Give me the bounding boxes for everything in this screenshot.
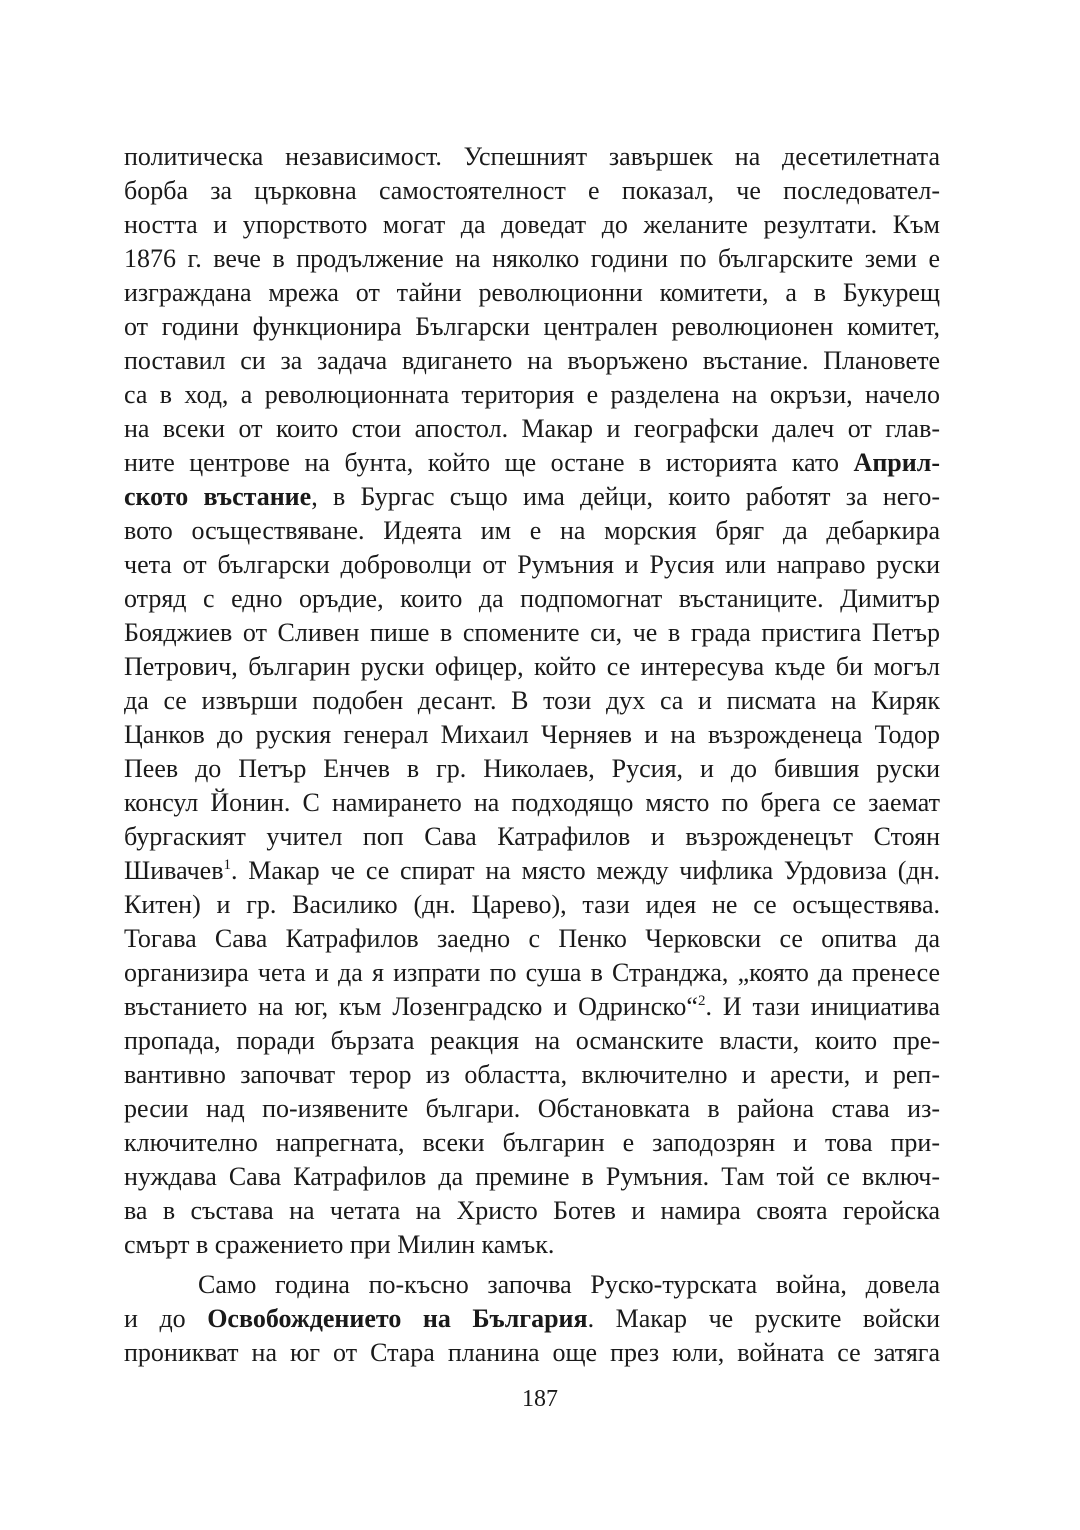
text-segment: от години функционира Български централен революционен комитет, (124, 312, 940, 341)
text-segment: Цанков до руския генерал Михаил Черняев и на възрожденеца Тодор (124, 720, 940, 749)
text-segment: смърт в сражението при Милин камък. (124, 1230, 555, 1259)
text-line (124, 480, 940, 514)
text-line (124, 922, 940, 956)
text-segment: Китен) и гр. Василико (дн. Царево), тази идея не се осъществява. (124, 890, 940, 919)
text-line (124, 956, 940, 990)
body-text (124, 140, 940, 1370)
text-segment: Само година по-късно започва Руско-турската война, довела (198, 1270, 940, 1299)
text-line (124, 514, 940, 548)
text-line (124, 820, 940, 854)
text-line (124, 140, 940, 174)
text-segment: пропада, поради бързата реакция на османските власти, които пре- (124, 1026, 940, 1055)
footnote-marker: 2 (697, 993, 706, 1009)
text-segment: 1876 г. вече в продължение на няколко години по българските земи е (124, 244, 940, 273)
text-line (124, 242, 940, 276)
text-line (124, 1228, 940, 1262)
text-segment: на всеки от които стои апостол. Макар и географски далеч от глав- (124, 414, 940, 443)
text-segment: политическа независимост. Успешният завършек на десетилетната (124, 142, 940, 171)
text-line (124, 650, 940, 684)
text-segment: проникват на юг от Стара планина още през юли, войната се затяга (124, 1338, 940, 1367)
text-line (124, 412, 940, 446)
paragraph (124, 1268, 940, 1370)
text-segment: изграждана мрежа от тайни революционни комитети, а в Букурещ (124, 278, 940, 307)
text-line (124, 344, 940, 378)
text-segment: въстанието на юг, към Лозенградско и Одринско“ (124, 992, 698, 1021)
text-line (124, 1160, 940, 1194)
bold-term: ското въстание (124, 482, 312, 511)
text-line (124, 616, 940, 650)
text-segment: организира чета и да я изпрати по суша в Странджа, „която да пренесе (124, 958, 940, 987)
text-segment: бургаският учител поп Сава Катрафилов и възрожденецът Стоян (124, 822, 940, 851)
text-line (124, 990, 940, 1024)
text-line (124, 1194, 940, 1228)
text-segment: Шивачев (124, 856, 224, 885)
text-segment: Петрович, българин руски офицер, който се интересува къде би могъл (124, 652, 940, 681)
text-segment: Пеев до Петър Енчев в гр. Николаев, Русия, и до бившия руски (124, 754, 940, 783)
text-line (124, 888, 940, 922)
text-segment: поставил си за задача вдигането на въоръжено въстание. Плановете (124, 346, 940, 375)
text-segment: и до (124, 1304, 208, 1333)
text-segment: вантивно започват терор из областта, включително и арести, и реп- (124, 1060, 940, 1089)
text-segment: борба за църковна самостоятелност е показал, че последовател- (124, 176, 940, 205)
text-line (124, 1024, 940, 1058)
text-segment: ността и упорството могат да доведат до желаните резултати. Към (124, 210, 940, 239)
paragraph (124, 140, 940, 1262)
text-line (124, 446, 940, 480)
text-line (124, 1302, 940, 1336)
text-segment: отряд с едно оръдие, които да подпомогнат въстаниците. Димитър (124, 584, 940, 613)
text-segment: ните центрове на бунта, който ще остане в историята като (124, 448, 854, 477)
footnote-marker: 1 (223, 857, 231, 873)
text-line (124, 1268, 940, 1302)
text-line (124, 1092, 940, 1126)
text-segment: ресии над по-изявените българи. Обстановката в района става из- (124, 1094, 940, 1123)
bold-term: Освобождението на България (207, 1304, 588, 1333)
text-line (124, 1058, 940, 1092)
text-line (124, 174, 940, 208)
text-segment: . И тази инициатива (705, 992, 940, 1021)
text-segment: чета от български доброволци от Румъния и Русия или направо руски (124, 550, 940, 579)
text-segment: . Макар че руските войски (587, 1304, 940, 1333)
text-segment: , в Бургас също има дейци, които работят за него- (311, 482, 940, 511)
text-line (124, 1336, 940, 1370)
text-segment: Бояджиев от Сливен пише в спомените си, че в града пристига Петър (124, 618, 940, 647)
text-line (124, 752, 940, 786)
text-line (124, 548, 940, 582)
text-line (124, 310, 940, 344)
text-segment: ключително напрегната, всеки българин е заподозрян и това при- (124, 1128, 940, 1157)
text-segment: . Макар че се спират на място между чифлика Урдовиза (дн. (230, 856, 940, 885)
text-line (124, 786, 940, 820)
text-line (124, 208, 940, 242)
page-number: 187 (522, 1386, 558, 1412)
text-segment: консул Йонин. С намирането на подходящо място по брега се заемат (124, 788, 940, 817)
text-segment: Тогава Сава Катрафилов заедно с Пенко Черковски се опитва да (124, 924, 940, 953)
text-line (124, 582, 940, 616)
text-segment: да се извърши подобен десант. В този дух са и писмата на Киряк (124, 686, 940, 715)
text-line (124, 1126, 940, 1160)
text-segment: са в ход, а революционната територия е разделена на окръзи, начело (124, 380, 940, 409)
text-segment: вото осъществяване. Идеята им е на морския бряг да дебаркира (124, 516, 940, 545)
bold-term: Април- (853, 448, 940, 477)
text-line (124, 276, 940, 310)
text-segment: нуждава Сава Катрафилов да премине в Румъния. Там той се включ- (124, 1162, 940, 1191)
text-line (124, 854, 940, 888)
text-line (124, 378, 940, 412)
text-line (124, 718, 940, 752)
text-segment: ва в състава на четата на Христо Ботев и намира своята геройска (124, 1196, 940, 1225)
text-line (124, 684, 940, 718)
